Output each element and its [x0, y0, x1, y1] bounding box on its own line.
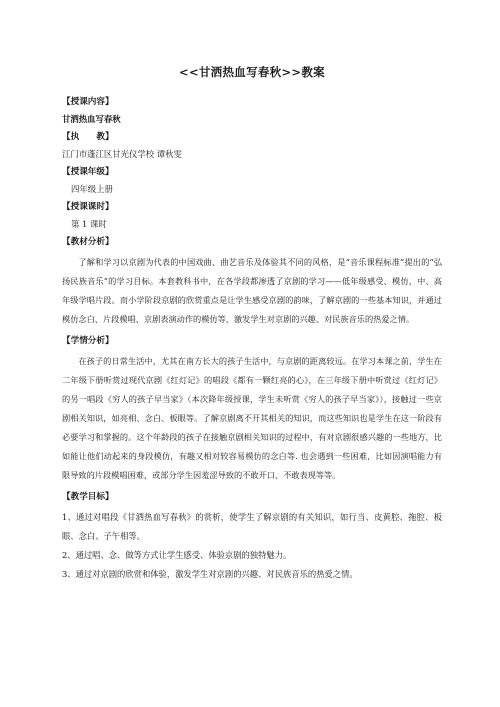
goal-item-2: 2、通过唱、念、做等方式让学生感受、体验京剧的独特魅力。: [62, 550, 292, 560]
analysis-paragraph: 了解和学习以京剧为代表的中国戏曲、曲艺音乐及体验其不同的风格，是“音乐课程标准”提出的“弘扬民族音乐”的学习目标。本套教科书中，在各学段都渗透了京剧的学习——低年级感受、模仿，中、高年级学唱片段。而小学阶段京剧的欣赏重点是让学生感受京剧的韵味，了解京剧的一些基本知识，并通过模仿念白、片段模唱、京剧表演动作的模仿等，激发学生对京剧的兴趣、对民族音乐的热爱之情。: [62, 257, 442, 324]
hours-value: 第 1 课时: [71, 219, 107, 229]
goal-item-3: 3、通过对京剧的欣赏和体验，激发学生对京剧的兴趣、对民族音乐的热爱之情。: [62, 569, 358, 579]
section-heading-analysis: 【教材分析】: [62, 237, 114, 247]
content-value: 甘洒热血写春秋: [62, 114, 121, 124]
section-heading-grade: 【授课年级】: [62, 167, 114, 177]
section-heading-hours: 【授课课时】: [62, 202, 114, 212]
section-heading-students: 【学情分析】: [62, 336, 114, 346]
students-paragraph: 在孩子的日常生活中，尤其在南方长大的孩子生活中，与京剧的距离较远。在学习本课之前，学生在二年级下册听赏过现代京剧《红灯记》的唱段《都有一颗红亮的心》，在三年级下册中听赏过《红灯记》的另一唱段《穷人的孩子早当家》（本次降年级授课，学生未听赏《穷人的孩子早当家》），接触过一些京剧相关知识，如亮相、念白、板眼等。了解京剧离不开其相关的知识，而这些知识也是学生在这一阶段有必要学习和掌握的。这个年龄段的孩子在接触京剧相关知识的过程中，有对京剧很感兴趣的一些地方，比如能让他们动起来的身段模仿，有趣又相对较容易模仿的念白等. 也会遇到一些困难，比如因演唱能力有限导致的片段模唱困难，或部分学生因羞涩导致的不敢开口、不敢表现等等。: [62, 356, 442, 480]
section-heading-teacher: 【执 教】: [62, 132, 114, 142]
goal-item-1: 1、通过对唱段《甘洒热血写春秋》的赏析，使学生了解京剧的有关知识，如行当、皮黄腔、拖腔、板眼、念白、子午相等。: [62, 512, 442, 541]
grade-value: 四年级上册: [71, 184, 113, 194]
document-page: [62, 64, 442, 584]
document-title: <<甘洒热血写春秋>>教案: [179, 65, 325, 79]
section-heading-content: 【授课内容】: [62, 97, 114, 107]
section-heading-goals: 【教学目标】: [62, 492, 114, 502]
teacher-value: 江门市蓬江区甘光仪学校 谭秋雯: [62, 149, 182, 159]
